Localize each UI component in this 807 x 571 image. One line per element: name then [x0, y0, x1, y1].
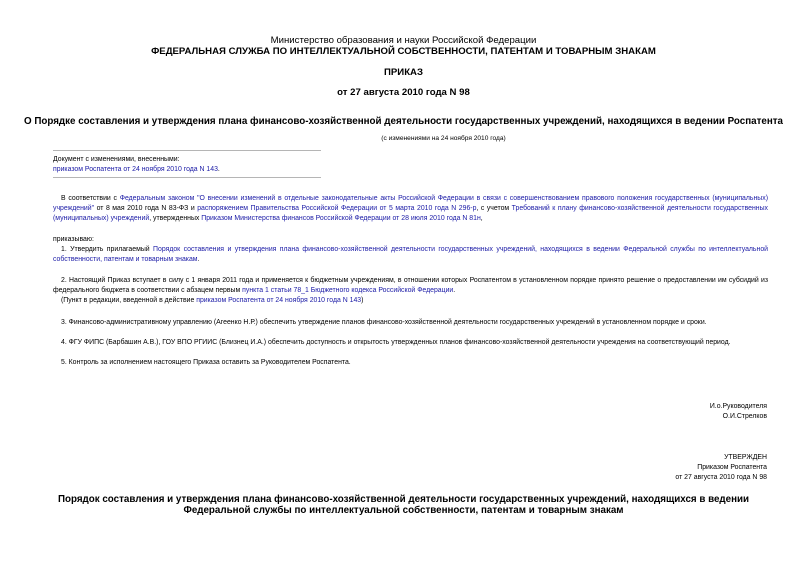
budget-code-link[interactable]: пункта 1 статьи 78_1 Бюджетного кодекса Российской Федерации [242, 287, 454, 294]
note-text: ) [361, 297, 364, 304]
item-2-note [61, 296, 363, 306]
ministry-name: Министерство образования и науки Российской Федерации [270, 35, 537, 46]
preamble-text: В соответствии с [61, 195, 120, 202]
item-text: 2. Настоящий Приказ вступает в силу с 1 января 2011 года и применяется к бюджетным учреждениям, в отношении которых Роспатентом в установленном порядке принято решение о предоставлении им субсидий из федерального бюджета в соответствии с абзацем первым [53, 277, 768, 294]
changes-top-rule [53, 150, 321, 151]
doc-type: ПРИКАЗ [384, 67, 423, 78]
preamble-text: , [480, 215, 483, 222]
item-5: 5. Контроль за исполнением настоящего Приказа оставить за Руководителем Роспатента. [61, 359, 351, 366]
item-4: 4. ФГУ ФИПС (Барбашин А.В.), ГОУ ВПО РГИИС (Близнец И.А.) обеспечить доступность и открытость утвержденных планов финансово-хозяйственной деятельности учреждения на соответствующий период. [61, 339, 731, 346]
preamble-text: и [190, 205, 198, 212]
item-2 [53, 276, 768, 296]
approved-by: Приказом Роспатента [697, 464, 767, 471]
appendix-title: Порядок составления и утверждения плана финансово-хозяйственной деятельности государственных учреждений, находящихся в ведении Федеральной службы по интеллектуальной собственности, патентам и товарным знакам [57, 494, 750, 516]
approved-date: от 27 августа 2010 года N 98 [675, 474, 767, 481]
preamble-paragraph [53, 194, 768, 224]
item-text: 1. Утвердить прилагаемый [61, 246, 154, 253]
orders-label: приказываю: [53, 236, 94, 243]
item-text: . [453, 287, 456, 294]
procedure-link[interactable]: Порядок составления и утверждения плана финансово-хозяйственной деятельности государственных учреждений, находящихся в ведении Федеральной службы по интеллектуальной собственности, патентам и товарным знакам [53, 246, 769, 263]
changes-link[interactable]: приказом Роспатента от 24 ноября 2010 года N 143 [53, 166, 218, 173]
preamble-text: , с учетом [476, 205, 512, 212]
item-3: 3. Финансово-административному управлению (Агеенко Н.Р.) обеспечить утверждение планов финансово-хозяйственной деятельности государственных учреждений в установленном порядке и сроки. [61, 319, 707, 326]
service-name: ФЕДЕРАЛЬНАЯ СЛУЖБА ПО ИНТЕЛЛЕКТУАЛЬНОЙ СОБСТВЕННОСТИ, ПАТЕНТАМ И ТОВАРНЫМ ЗНАКАМ [151, 46, 656, 57]
preamble-text: от 8 мая 2010 года N 83-ФЗ [94, 205, 189, 212]
federal-law-link[interactable]: Федеральным законом "О внесении изменений в отдельные законодательные акты Российской Федерации в связи с совершенствованием правового положения государственных (муниципальных) учреждений" [53, 195, 768, 212]
government-order-link[interactable]: распоряжением Правительства Российской Федерации от 5 марта 2010 года N 296-р [197, 205, 477, 212]
item-1 [53, 245, 768, 265]
doc-date: от 27 августа 2010 года N 98 [337, 87, 470, 98]
changes-line [53, 165, 220, 175]
amendment-note: (с изменениями на 24 ноября 2010 года) [381, 135, 506, 142]
item-text: . [197, 256, 200, 263]
page-title: О Порядке составления и утверждения плана финансово-хозяйственной деятельности государственных учреждений, находящихся в ведении Роспатента [23, 116, 783, 127]
note-text: (Пункт в редакции, введенной в действие [61, 297, 197, 304]
changes-label: Документ с изменениями, внесенными: [53, 156, 180, 163]
signatory-name: О.И.Стрелков [722, 413, 767, 420]
changes-link-tail: . [217, 166, 220, 173]
changes-bottom-rule [53, 177, 321, 178]
minfin-order-link[interactable]: Приказом Министерства финансов Российской Федерации от 28 июля 2010 года N 81н [201, 215, 481, 222]
amendment-order-link[interactable]: приказом Роспатента от 24 ноября 2010 года N 143 [196, 297, 362, 304]
requirements-link[interactable]: Требований к плану финансово-хозяйственной деятельности государственных (муниципальных) учреждений [53, 205, 769, 222]
approved-label: УТВЕРЖДЕН [724, 454, 767, 461]
signatory-role: И.о.Руководителя [709, 403, 767, 410]
preamble-text: , утвержденных [149, 215, 202, 222]
